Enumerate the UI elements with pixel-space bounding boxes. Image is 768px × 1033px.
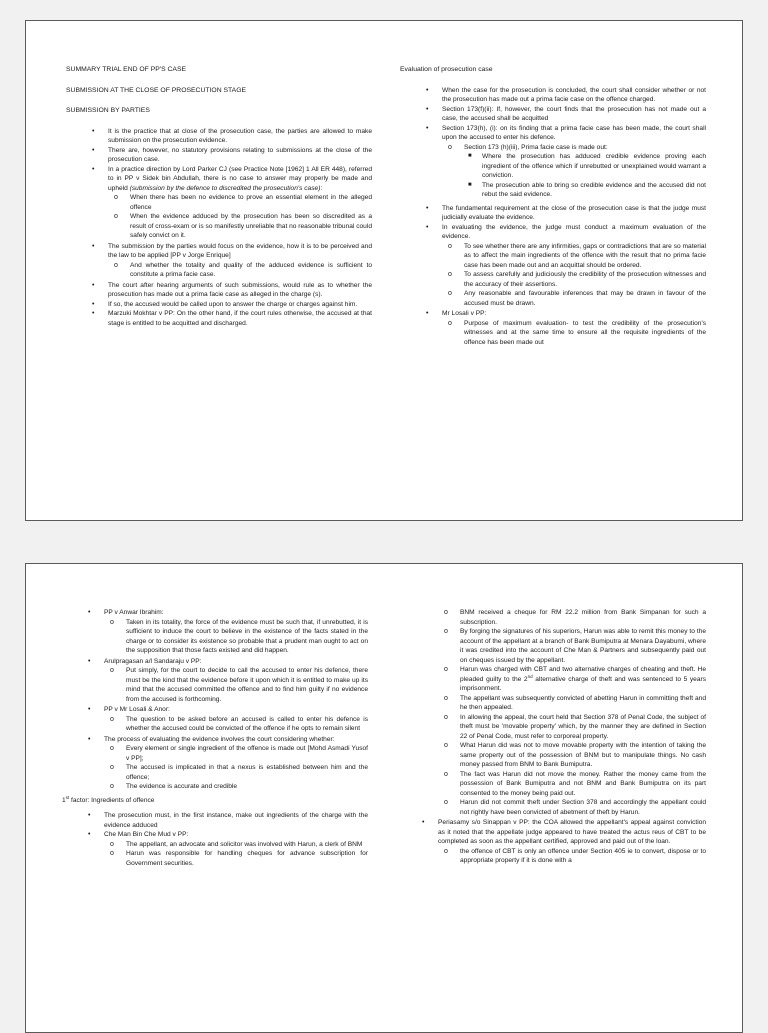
list-item: o What Harun did was not to move movable property with the intention of taking the same property out of the possession of BNM but to manipulate things. No cash money passed from BNM to Bank Bumiputra.	[444, 742, 706, 768]
list-item: o To assess carefully and judiciously the credibility of the prosecution witnesses and the accuracy of their assertions.	[448, 271, 706, 288]
bullet-dot-icon: •	[88, 831, 91, 838]
heading-submission-parties: SUBMISSION BY PARTIES	[66, 107, 150, 114]
bullet-dot-icon: •	[88, 609, 91, 616]
list-item: o The appellant was subsequently convicted of abetting Harun in committing theft and he then appealed.	[444, 694, 706, 711]
list-item	[396, 608, 706, 817]
circle-bullet-icon: o	[114, 194, 118, 201]
list-item: o The evidence is accurate and credible	[110, 783, 238, 790]
document-page-1	[25, 20, 743, 521]
bullet-dot-icon: •	[426, 105, 429, 113]
list-item: o The appellant, an advocate and solicitor was involved with Harun, a clerk of BNM	[110, 840, 363, 848]
bullet-list	[62, 811, 368, 868]
circle-bullet-icon: o	[444, 770, 448, 778]
bullet-list	[66, 127, 372, 329]
list-item: • PP v Mr Losali & Anor: o The question to be asked before an accused is called to enter his defence is whether the accused could be convicted of the offence if he opts to remain silent	[88, 706, 368, 732]
list-item: o When the evidence adduced by the prosecution has been so discredited as a result of cross-exam or is so manifestly unreliable that no reasonable tribunal could safely convict on it.	[114, 213, 372, 239]
list-item: • When the case for the prosecution is concluded, the court shall consider whether or not the prosecution has made out a prima facie case on the offence charged.	[426, 86, 706, 103]
circle-bullet-icon: o	[444, 713, 448, 721]
list-item: o Every element or single ingredient of the offence is made out [Mohd Asmadi Yusof v PP];	[110, 745, 368, 762]
list-item: o Taken in its totality, the force of the evidence must be such that, if unrebutted, it is sufficient to induce the court to believe in the existence of the facts stated in the charge or to consider its existence so probable that a prudent man ought to act on the supposition that those facts existed and did happen.	[110, 618, 368, 654]
bullet-dot-icon: •	[92, 242, 95, 250]
list-item: • Section 173(f)(ii): If, however, the court finds that the prosecution has not made out a case, the accused shall be acquitted	[426, 105, 706, 122]
list-item: • In a practice direction by Lord Parker CJ (see Practice Note [1962] 1 All ER 448), referred to in PP v Sidek bin Abdullah, there is no case to answer may properly be made and upheld (submission by the defence to discredited the prosecution's case): o When there has been no evidence to prove an essential element in the alleged offence o When the evidence adduced by the prosecution has been so discredited as a result of cross-exam or is so manifestly unreliable that no reasonable tribunal could safely convict on it.	[92, 165, 372, 239]
list-item: o When there has been no evidence to prove an essential element in the alleged offence	[114, 194, 372, 211]
square-bullet-icon: ■	[468, 153, 472, 159]
list-item: o Section 173 (h)(iii), Prima facie case is made out: ■ Where the prosecution has adduced credible evidence proving each ingredient of the offence which if unrebutted or unexplained would warrant a conviction. ■ The prosecution able to bring so credible evidence and the accused did not rebut the said evidence.	[448, 143, 706, 198]
circle-bullet-icon: o	[448, 242, 452, 250]
list-item: o BNM received a cheque for RM 22.2 million from Bank Simpanan for such a subscription.	[444, 609, 706, 626]
list-item: • The submission by the parties would focus on the evidence, how it is to be perceived and the law to be applied [PP v Jorge Enrique] o And whether the totality and quality of the adduced evidence is sufficient to constitute a prima facie case.	[92, 242, 372, 278]
list-item: o To see whether there are any infirmities, gaps or contradictions that are so material as to affect the main ingredients of the offence with the result that no prima facie case has been made out and an acquittal should be ordered.	[448, 242, 706, 269]
bullet-dot-icon: •	[426, 310, 429, 317]
circle-bullet-icon: o	[110, 764, 114, 771]
circle-bullet-icon: o	[114, 213, 118, 220]
circle-bullet-icon: o	[444, 694, 448, 702]
list-item: • The court after hearing arguments of such submissions, would rule as to whether the prosecution has made out a prima facie case as alleged in the charge (s).	[92, 281, 372, 298]
bullet-dot-icon: •	[92, 281, 95, 289]
circle-bullet-icon: o	[110, 745, 114, 752]
circle-bullet-icon: o	[110, 840, 114, 848]
circle-bullet-icon: o	[444, 847, 448, 855]
circle-bullet-icon: o	[444, 666, 448, 673]
list-item: • The prosecution must, in the first instance, make out ingredients of the charge with the evidence adduced	[88, 812, 368, 829]
list-item: • Periasamy s/o Sinappan v PP: the COA allowed the appellant's appeal against conviction as it noted that the appellate judge appeared to have treated the actus reus of CBT to be completed as soon as the appellant certified, approved and paid out of the loan. o the offence of CBT is only an offence under Section 405 ie to convert, dispose or to appropriate property if it is done with a	[422, 819, 706, 864]
bullet-dot-icon: •	[88, 735, 91, 743]
circle-bullet-icon: o	[110, 715, 114, 723]
list-item: o Put simply, for the court to decide to call the accused to enter his defence, there must be the kind that the evidence before it upon which it is entitled to make up its mind that the accused committed the offence and to find him guilty if no evidence from the accused is forthcoming.	[110, 667, 368, 703]
list-item: • The fundamental requirement at the close of the prosecution case is that the judge must judicially evaluate the evidence.	[426, 204, 706, 221]
list-item: ■ The prosecution able to bring so credible evidence and the accused did not rebut the said evidence.	[468, 181, 706, 198]
bullet-dot-icon: •	[88, 812, 91, 819]
page2-right-column	[396, 608, 706, 870]
list-item: • Arulpragasan a/l Sandaraju v PP: o Put simply, for the court to decide to call the accused to enter his defence, there must be the kind that the evidence before it upon which it is entitled to make up its mind that the accused committed the offence and to find him guilty if no evidence from the accused is forthcoming.	[88, 657, 368, 703]
heading-submission-close: SUBMISSION AT THE CLOSE OF PROSECUTION STAGE	[66, 86, 247, 94]
circle-bullet-icon: o	[448, 319, 452, 327]
list-item: • The process of evaluating the evidence involves the court considering whether: o Every element or single ingredient of the offence is made out [Mohd Asmadi Yusof v PP]; o The accused is implicated in that a nexus is established between him and the offence; o The evidence is accurate and credible	[88, 735, 368, 790]
list-item: o And whether the totality and quality of the adduced evidence is sufficient to constitute a prima facie case.	[114, 261, 372, 278]
list-item: o The fact was Harun did not move the money. Rather the money came from the possession of Bank Bumiputra and not BNM and Bank Bumiputra on its part consented to the money being paid out.	[444, 770, 706, 797]
page1-left-column	[66, 65, 372, 332]
list-item: o Harun was responsible for handling cheques for advance subscription for Government securities.	[110, 850, 368, 867]
bullet-dot-icon: •	[92, 165, 95, 173]
list-item: o the offence of CBT is only an offence under Section 405 ie to convert, dispose or to appropriate property if it is done with a	[444, 847, 706, 864]
bullet-dot-icon: •	[422, 819, 425, 826]
circle-bullet-icon: o	[448, 290, 452, 297]
list-item: • It is the practice that at close of the prosecution case, the parties are allowed to make submission on the prosecution evidence.	[92, 127, 372, 144]
bullet-dot-icon: •	[426, 204, 429, 212]
list-item: o Purpose of maximum evaluation- to test the credibility of the prosecution's witnesses and at the same time to ensure all the requisite ingredients of the offence has been made out	[448, 319, 706, 346]
circle-bullet-icon: o	[110, 783, 114, 790]
list-item: o In allowing the appeal, the court held that Section 378 of Penal Code, the subject of theft must be 'movable property' which, by the manner they are defined in Section 22 of Penal Code, must refer to corporeal property.	[444, 713, 706, 740]
list-item: o The question to be asked before an accused is called to enter his defence is whether the accused could be convicted of the offence if he opts to remain silent	[110, 715, 368, 732]
circle-bullet-icon: o	[444, 799, 448, 806]
list-item: • Marzuki Mokhtar v PP: On the other hand, if the court rules otherwise, the accused at that stage is entitled to be acquitted and discharged.	[92, 310, 372, 327]
list-item: • Section 173(h), (i): on its finding that a prima facie case has been made, the court shall upon the accused to enter his defence. o Section 173 (h)(iii), Prima facie case is made out: ■ Where the prosecution has adduced credible evidence proving each ingredient of the offence which if unrebutted or unexplained would warrant a conviction. ■ The prosecution able to bring so credible evidence and the accused did not rebut the said evidence.	[426, 124, 706, 198]
list-item: o Any reasonable and favourable inferences that may be drawn in favour of the accused must be drawn.	[448, 290, 706, 307]
subheading-first-factor: 1st factor: Ingredients of offence	[62, 794, 155, 804]
page1-right-column	[400, 65, 706, 351]
bullet-dot-icon: •	[92, 310, 95, 317]
bullet-dot-icon: •	[92, 127, 95, 135]
circle-bullet-icon: o	[444, 609, 448, 616]
bullet-dot-icon: •	[92, 146, 95, 154]
circle-bullet-icon: o	[110, 667, 114, 674]
list-item: o Harun was charged with CBT and two alternative charges of cheating and theft. He pleaded guilty to the 2nd alternative charge of theft and was sentenced to 5 years imprisonment.	[444, 666, 706, 692]
circle-bullet-icon: o	[444, 742, 448, 749]
square-bullet-icon: ■	[468, 181, 472, 188]
bullet-dot-icon: •	[88, 706, 91, 713]
bullet-dot-icon: •	[92, 300, 95, 308]
heading-evaluation: Evaluation of prosecution case	[400, 66, 493, 73]
list-item: o The accused is implicated in that a nexus is established between him and the offence;	[110, 764, 368, 781]
circle-bullet-icon: o	[448, 271, 452, 278]
list-item: o By forging the signatures of his superiors, Harun was able to remit this money to the account of the appellant at a branch of Bank Bumiputra at Menara Dayabumi, where it was credited into the account of Che Man & Partners and subsequently paid out on cheques issued by the appellant.	[444, 628, 706, 664]
list-item: o Harun did not commit theft under Section 378 and accordingly the appellant could not rightly have been convicted of abetment of theft by Harun.	[444, 799, 706, 816]
bullet-dot-icon: •	[88, 657, 91, 665]
bullet-dot-icon: •	[426, 124, 429, 132]
list-item: • Che Man Bin Che Mud v PP: o The appellant, an advocate and solicitor was involved with Harun, a clerk of BNM o Harun was responsible for handling cheques for advance subscription for Government securities.	[88, 831, 368, 867]
list-item: • PP v Anwar Ibrahim: o Taken in its totality, the force of the evidence must be such that, if unrebutted, it is sufficient to induce the court to believe in the existence of the facts stated in the charge or to consider its existence so probable that a prudent man ought to act on the supposition that those facts existed and did happen.	[88, 609, 368, 654]
list-item: • There are, however, no statutory provisions relating to submissions at the close of the prosecution case.	[92, 146, 372, 163]
circle-bullet-icon: o	[110, 850, 114, 857]
circle-bullet-icon: o	[110, 618, 114, 626]
bullet-dot-icon: •	[426, 86, 429, 94]
bullet-list	[396, 608, 706, 866]
bullet-list	[400, 86, 706, 348]
heading-summary-trial: SUMMARY TRIAL END OF PP'S CASE	[66, 66, 187, 73]
page2-left-column	[62, 608, 368, 872]
list-item: • If so, the accused would be called upon to answer the charge or charges against him.	[92, 300, 358, 308]
circle-bullet-icon: o	[114, 261, 118, 269]
bullet-dot-icon: •	[426, 223, 429, 231]
circle-bullet-icon: o	[444, 628, 448, 635]
bullet-list	[62, 608, 368, 792]
list-item: • In evaluating the evidence, the judge must conduct a maximum evaluation of the evidence. o To see whether there are any infirmities, gaps or contradictions that are so material as to affect the main ingredients of the offence with the result that no prima facie case has been made out and an acquittal should be ordered. o To assess carefully and judiciously the credibility of the prosecution witnesses and the accuracy of their assertions. o Any reasonable and favourable inferences that may be drawn in favour of the accused must be drawn.	[426, 223, 706, 307]
list-item: ■ Where the prosecution has adduced credible evidence proving each ingredient of the offence which if unrebutted or unexplained would warrant a conviction.	[468, 153, 706, 179]
document-page-2	[25, 563, 743, 1033]
list-item: • Mr Losali v PP: o Purpose of maximum evaluation- to test the credibility of the prosecution's witnesses and at the same time to ensure all the requisite ingredients of the offence has been made out	[426, 310, 706, 346]
circle-bullet-icon: o	[448, 143, 452, 151]
